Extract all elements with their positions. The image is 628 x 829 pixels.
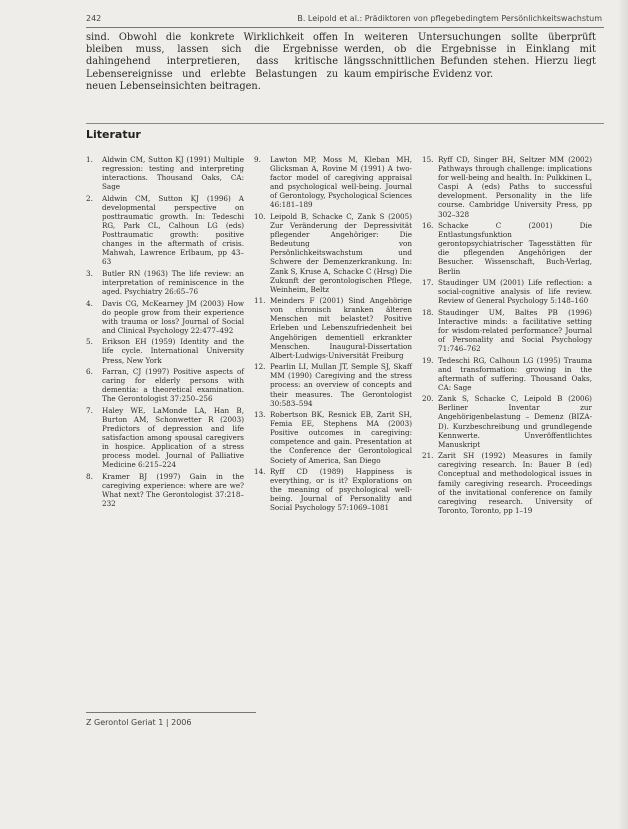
reference-item bbox=[422, 278, 592, 305]
reference-text: Aldwin CM, Sutton KJ (1991) Multiple regression: testing and interpreting interactions. Thousand Oaks, CA: Sage bbox=[102, 155, 244, 192]
footer-rule bbox=[86, 712, 256, 713]
reference-text: Schacke C (2001) Die Entlastungsfunktion gerontopsychiatrischer Tagesstätten für die pflegenden Angehörigen der Besucher. Wissenschaft, Buch-Verlag, Berlin bbox=[438, 221, 592, 276]
reference-text: Zank S, Schacke C, Leipold B (2006) Berliner Inventar zur Angehörigenbelastung – Demenz (BIZA-D). Kurzbeschreibung und grundlegende Kennwerte. Unveröffentlichtes Manuskript bbox=[438, 394, 592, 449]
reference-text: Staudinger UM (2001) Life reflection: a social-cognitive analysis of life review. Review of General Psychology 5:148–160 bbox=[438, 278, 592, 306]
reference-text: Lawton MP, Moss M, Kleban MH, Glicksman A, Rovine M (1991) A two-factor model of caregiving appraisal and psychological well-being. Journal of Gerontology, Psychological Sciences 46:181–189 bbox=[270, 155, 412, 210]
reference-number: 11. bbox=[254, 296, 266, 306]
reference-item bbox=[254, 155, 412, 210]
section-rule bbox=[86, 123, 604, 124]
reference-number: 17. bbox=[422, 278, 434, 287]
reference-text: Leipold B, Schacke C, Zank S (2005) Zur Veränderung der Depressivität pflegender Angehöriger: Die Bedeutung von Persönlichkeitswachstum und Schwere der Demenzerkrankung. In: Zank S, Kruse A, Schacke C (Hrsg) Die Zukunft der gerontologischen Pflege, Weinheim, Beltz bbox=[270, 211, 412, 294]
reference-text: Davis CG, McKearney JM (2003) How do people grow from their experience with trauma or loss? Journal of Social and Clinical Psychology 22:477–492 bbox=[102, 298, 244, 335]
page-edge-shadow bbox=[618, 0, 628, 829]
reference-text: Aldwin CM, Sutton KJ (1996) A developmental perspective on posttraumatic growth. In: Tedeschi RG, Park CL, Calhoun LG (eds) Posttraumatic growth: positive changes in the aftermath of crisis. Mahwah, Lawrence Erlbaum, pp 43–63 bbox=[102, 193, 244, 267]
reference-text: Staudinger UM, Baltes PB (1996) Interactive minds: a facilitative setting for wisdom-related performance? Journal of Personality and Social Psychology 71:746–762 bbox=[438, 307, 592, 354]
journal-year: 2006 bbox=[171, 718, 192, 727]
reference-item bbox=[86, 299, 244, 335]
reference-number: 18. bbox=[422, 307, 434, 317]
header-rule bbox=[86, 27, 604, 28]
reference-text: Kramer BJ (1997) Gain in the caregiving experience: where are we? What next? The Gerontologist 37:218–232 bbox=[102, 471, 244, 509]
intro-paragraph-right: In weiteren Untersuchungen sollte überprüft werden, ob die Ergebnisse in Einklang mit längsschnittlichen Befunden stehen. Hierzu liegt kaum empirische Evidenz vor. bbox=[344, 32, 596, 80]
reference-text: Butler RN (1963) The life review: an interpretation of reminiscence in the aged. Psychiatry 26:65–76 bbox=[102, 268, 244, 297]
reference-text: Farran, CJ (1997) Positive aspects of caring for elderly persons with dementia: a theoretical examination. The Gerontologist 37:250–256 bbox=[102, 367, 244, 404]
reference-item bbox=[422, 308, 592, 353]
reference-item bbox=[86, 194, 244, 267]
reference-number: 6. bbox=[86, 367, 93, 377]
reference-item bbox=[86, 337, 244, 364]
reference-text: Zarit SH (1992) Measures in family caregiving research. In: Bauer B (ed) Conceptual and methodological issues in family caregiving research. Proceedings of the invitational conference on family caregiving research. University of Toronto, Toronto, pp 1–19 bbox=[438, 451, 592, 515]
reference-number: 16. bbox=[422, 221, 434, 231]
reference-item bbox=[254, 467, 412, 512]
reference-number: 4. bbox=[86, 298, 93, 308]
reference-item bbox=[254, 410, 412, 465]
reference-item bbox=[86, 155, 244, 191]
reference-number: 3. bbox=[86, 268, 93, 278]
intro-paragraph-left: sind. Obwohl die konkrete Wirklichkeit offen bleiben muss, lassen sich die Ergebnisse dahingehend interpretieren, dass kritische Lebensereignisse und erlebte Belastungen zu neuen Lebenseinsichten beitragen. bbox=[86, 32, 338, 92]
reference-number: 8. bbox=[86, 471, 93, 481]
reference-number: 21. bbox=[422, 451, 434, 461]
reference-number: 9. bbox=[254, 155, 261, 164]
reference-number: 1. bbox=[86, 155, 93, 164]
reference-item bbox=[254, 362, 412, 407]
reference-number: 13. bbox=[254, 410, 266, 420]
reference-text: Robertson BK, Resnick EB, Zarit SH, Femia EE, Stephens MA (2003) Positive outcomes in caregiving: competence and gain. Presentation at the Conference der Gerontological Society of America, San Diego bbox=[270, 410, 412, 465]
reference-item bbox=[86, 367, 244, 403]
reference-number: 12. bbox=[254, 362, 266, 372]
reference-item bbox=[422, 394, 592, 449]
reference-text: Meinders F (2001) Sind Angehörige von chronisch kranken älteren Menschen mit belastet? Positive Erleben und Lebenszufriedenheit bei Angehörigen dementiell erkrankter Menschen. Inaugural-Dissertation Albert-Ludwigs-Universität Freiburg bbox=[270, 296, 412, 360]
reference-item bbox=[422, 451, 592, 515]
reference-item bbox=[422, 356, 592, 392]
reference-number: 5. bbox=[86, 337, 93, 347]
reference-column-3 bbox=[422, 155, 592, 517]
reference-item bbox=[86, 472, 244, 508]
reference-number: 19. bbox=[422, 355, 434, 365]
reference-text: Tedeschi RG, Calhoun LG (1995) Trauma and transformation: growing in the aftermath of suffering. Thousand Oaks, CA: Sage bbox=[438, 355, 592, 392]
reference-item bbox=[86, 406, 244, 470]
reference-text: Pearlin LI, Mullan JT, Semple SJ, Skaff MM (1990) Caregiving and the stress process: an overview of concepts and their measures. The Gerontologist 30:583–594 bbox=[270, 362, 412, 408]
reference-text: Ryff CD, Singer BH, Seltzer MM (2002) Pathways through challenge: implications for well-being and health. In: Pulkkinen L, Caspi A (eds) Paths to successful development. Personality in the life course. Cambridge University Press, pp 302–328 bbox=[438, 155, 592, 219]
running-title: B. Leipold et al.: Prädiktoren von pflegebedingtem Persönlichkeitswachstum bbox=[297, 14, 602, 23]
reference-number: 15. bbox=[422, 155, 434, 164]
reference-item bbox=[86, 269, 244, 296]
literature-heading: Literatur bbox=[86, 128, 141, 141]
reference-number: 7. bbox=[86, 405, 93, 415]
reference-number: 14. bbox=[254, 467, 266, 477]
reference-number: 10. bbox=[254, 211, 266, 221]
reference-item bbox=[422, 221, 592, 276]
reference-number: 2. bbox=[86, 193, 93, 203]
reference-text: Erikson EH (1959) Identity and the life cycle. International University Press, New York bbox=[102, 337, 244, 365]
journal-name: Z Gerontol Geriat 1 bbox=[86, 718, 164, 727]
reference-item bbox=[422, 155, 592, 219]
footer bbox=[86, 718, 191, 727]
page-number: 242 bbox=[86, 14, 102, 23]
reference-column-2 bbox=[254, 155, 412, 515]
reference-item bbox=[254, 296, 412, 360]
reference-number: 20. bbox=[422, 394, 434, 404]
reference-text: Haley WE, LaMonde LA, Han B, Burton AM, Schonwetter R (2003) Predictors of depression and life satisfaction among spousal caregivers in hospice. Application of a stress process model. Journal of Palliative Medicine 6:215–224 bbox=[102, 405, 244, 470]
reference-text: Ryff CD (1989) Happiness is everything, or is it? Explorations on the meaning of psychological well-being. Journal of Personality and Social Psychology 57:1069–1081 bbox=[270, 467, 412, 513]
footer-separator: | bbox=[165, 718, 172, 727]
reference-item bbox=[254, 212, 412, 294]
reference-column-1 bbox=[86, 155, 244, 511]
